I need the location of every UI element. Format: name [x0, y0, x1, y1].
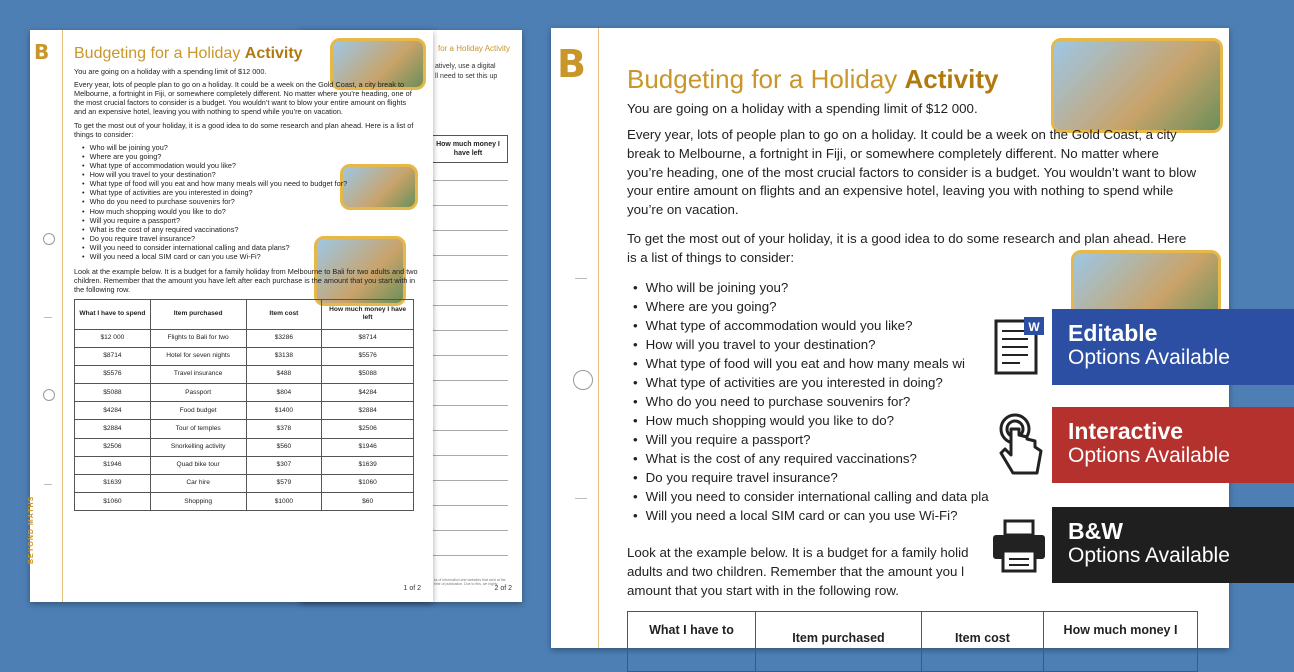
paragraph-1: Every year, lots of people plan to go on a holiday. It could be a week on the Gold Coast, a city break to Melbourne, a fortnight in Fiji, or somewhere completely different. No matter where you’re heading, one of the most crucial factors to consider is a budget. You wouldn’t want to blow your entire amount on flights and an expensive hotel, leaving you with nothing to spend while you’re on vacation. [627, 126, 1197, 218]
page2-table-row [428, 555, 508, 556]
list-item: • What type of accommodation would you like? [82, 161, 419, 170]
table-cell: $1946 [75, 456, 151, 474]
page2-table-row [428, 305, 508, 306]
page2-table-row [428, 280, 508, 281]
table-cell: Hotel for seven nights [150, 347, 246, 365]
budget-table [74, 299, 414, 512]
list-item: • How will you travel to your destination? [633, 335, 1227, 354]
title-plain: Budgeting for a Holiday [627, 64, 898, 94]
word-document-icon [986, 309, 1052, 385]
table-cell: $5576 [322, 347, 414, 365]
list-item: • Will you require a passport? [633, 430, 1227, 449]
table-cell: Flights to Bali for two [150, 329, 246, 347]
margin-line [598, 28, 599, 648]
fold-mark [44, 484, 52, 485]
badge-subtitle: Options Available [1068, 444, 1230, 468]
table-row [75, 329, 414, 347]
table-cell: $2506 [322, 420, 414, 438]
table-cell: $2506 [75, 438, 151, 456]
editable-label [1052, 309, 1294, 385]
paragraph-1: Every year, lots of people plan to go on a holiday. It could be a week on the Gold Coast, a city break to Melbourne, a fortnight in Fiji, or somewhere completely different. No matter where you’re heading, one of the most crucial factors to consider is a budget. You wouldn’t want to blow your entire amount on flights and an expensive hotel, leaving you with nothing to spend while you’re on vacation. [74, 80, 412, 117]
table-cell: $579 [246, 475, 322, 493]
list-item: • Do you require travel insurance? [633, 468, 1227, 487]
page2-column-header: How much money I have left [428, 135, 508, 163]
page-title [627, 61, 1227, 98]
table-cell: $5576 [75, 365, 151, 383]
page2-table-row [428, 255, 508, 256]
page2-table-row [428, 455, 508, 456]
table-cell: Snorkelling activity [150, 438, 246, 456]
table-cell: $804 [246, 384, 322, 402]
column-header: Item cost [246, 299, 322, 329]
list-item: • What type of accommodation would you like? [633, 316, 1227, 335]
touch-hand-icon [986, 407, 1052, 483]
fold-mark [575, 278, 587, 279]
intro-text: You are going on a holiday with a spending limit of $12 000. [627, 100, 978, 116]
badge-title: Editable [1068, 320, 1158, 346]
list-item: • What type of activities are you interested in doing? [82, 188, 419, 197]
table-cell: $4284 [322, 384, 414, 402]
punch-hole [573, 370, 593, 390]
table-cell: Food budget [150, 402, 246, 420]
table-row [75, 365, 414, 383]
fold-mark [44, 317, 52, 318]
table-cell: $378 [246, 420, 322, 438]
list-item: • What is the cost of any required vaccinations? [633, 449, 1227, 468]
example-line: amount that you start with in the following row. [627, 582, 899, 598]
page2-table-row [428, 480, 508, 481]
list-item: • What type of food will you eat and how many meals will you need to budget for? [82, 179, 419, 188]
page2-table-row [428, 180, 508, 181]
list-item: • Will you need a local SIM card or can you use Wi-Fi? [82, 252, 419, 261]
badge-subtitle: Options Available [1068, 544, 1230, 568]
title-bold: Activity [904, 64, 999, 94]
list-item: • Who do you need to purchase souvenirs for? [633, 392, 1227, 411]
editable-badge[interactable] [986, 309, 1294, 385]
table-cell: $1060 [75, 493, 151, 511]
table-row [75, 438, 414, 456]
table-cell: $488 [246, 365, 322, 383]
page2-table-row [428, 430, 508, 431]
list-item: • Who do you need to purchase souvenirs for? [82, 197, 419, 206]
table-cell: $2884 [75, 420, 151, 438]
page1-content [74, 44, 419, 511]
list-item: • Where are you going? [82, 152, 419, 161]
worksheet-page-1 [30, 30, 433, 602]
table-header-row [75, 299, 414, 329]
column-header: Item purchased [150, 299, 246, 329]
column-header: How much money I [1044, 611, 1198, 671]
page2-table-row [428, 230, 508, 231]
table-cell: $1000 [246, 493, 322, 511]
badge-title: Interactive [1068, 418, 1184, 444]
example-paragraph: Look at the example below. It is a budget for a family holiday from Melbourne to Bali for two adults and two children. Remember that the amount you have left after each purchase is the amount that you start with in the following row. [74, 267, 418, 295]
title-bold: Activity [244, 45, 303, 62]
paragraph-2: To get the most out of your holiday, it is a good idea to do some research and plan ahead. Here is a list of things to consider: [74, 120, 414, 139]
page2-page-number: 2 of 2 [494, 585, 512, 592]
list-item: • Where are you going? [633, 297, 1227, 316]
table-cell: $3138 [246, 347, 322, 365]
page2-text-line: ll need to set this up [435, 73, 498, 80]
table-cell: $1060 [322, 475, 414, 493]
table-cell: $5088 [322, 365, 414, 383]
printer-icon [986, 507, 1052, 583]
page2-footnote: ks of information and websites that ared at the time of publication. Due to this, we highly [434, 578, 506, 587]
bw-label [1052, 507, 1294, 583]
svg-text:W: W [1028, 320, 1040, 334]
table-cell: $8714 [322, 329, 414, 347]
list-item: • What type of food will you eat and how many meals wi [633, 354, 1227, 373]
table-cell: $1639 [75, 475, 151, 493]
list-item: • Will you need to consider international calling and data plans? [82, 243, 419, 252]
table-row [75, 493, 414, 511]
column-header: What I have to [628, 611, 756, 671]
table-cell: Shopping [150, 493, 246, 511]
page2-text-line: atively, use a digital [435, 63, 496, 70]
table-cell: Tour of temples [150, 420, 246, 438]
column-header: How much money I have left [322, 299, 414, 329]
punch-hole [43, 233, 55, 245]
list-item: • How much shopping would you like to do? [633, 411, 1227, 430]
page-title [74, 44, 419, 64]
table-cell: Car hire [150, 475, 246, 493]
questions-list [82, 143, 419, 261]
list-item: • What is the cost of any required vaccinations? [82, 225, 419, 234]
intro-text: You are going on a holiday with a spending limit of $12 000. [74, 67, 267, 76]
table-cell: Passport [150, 384, 246, 402]
beyond-logo-icon: B [557, 42, 586, 86]
list-item: • How much shopping would you like to do? [82, 207, 419, 216]
table-cell: $60 [322, 493, 414, 511]
example-line: Look at the example below. It is a budget for a family holid [627, 544, 969, 560]
table-cell: $8714 [75, 347, 151, 365]
list-item: • Will you need to consider international calling and data pla [633, 487, 1227, 506]
punch-hole [43, 389, 55, 401]
list-item: • Do you require travel insurance? [82, 234, 419, 243]
fold-mark [575, 498, 587, 499]
table-header-row [628, 611, 1198, 671]
table-cell: $1400 [246, 402, 322, 420]
table-row [75, 347, 414, 365]
list-item: • Who will be joining you? [82, 143, 419, 152]
interactive-badge[interactable] [986, 407, 1294, 483]
table-cell: $3286 [246, 329, 322, 347]
page2-title-fragment: for a Holiday Activity [438, 44, 511, 53]
table-cell: $1639 [322, 456, 414, 474]
bw-badge[interactable] [986, 507, 1294, 583]
table-cell: $12 000 [75, 329, 151, 347]
page2-table-row [428, 205, 508, 206]
example-line: adults and two children. Remember that the amount you l [627, 563, 965, 579]
table-row [75, 475, 414, 493]
table-row [75, 456, 414, 474]
beyond-logo-icon: B [34, 40, 50, 64]
list-item: • What type of activities are you interested in doing? [633, 373, 1227, 392]
table-cell: $5088 [75, 384, 151, 402]
badge-subtitle: Options Available [1068, 346, 1230, 370]
table-cell: Quad bike tour [150, 456, 246, 474]
list-item: • Will you require a passport? [82, 216, 419, 225]
column-header: What I have to spend [75, 299, 151, 329]
list-item: • Who will be joining you? [633, 278, 1227, 297]
page2-table-row [428, 405, 508, 406]
table-cell: $2884 [322, 402, 414, 420]
table-cell: $307 [246, 456, 322, 474]
table-row [75, 402, 414, 420]
table-row [75, 420, 414, 438]
page1-page-number: 1 of 2 [403, 585, 421, 592]
list-item: • Will you need a local SIM card or can you use Wi-Fi? [633, 506, 1227, 525]
table-cell: $4284 [75, 402, 151, 420]
brand-vertical-text: BEYOND MATHS [28, 495, 35, 564]
title-plain: Budgeting for a Holiday [74, 45, 241, 62]
paragraph-2: To get the most out of your holiday, it is a good idea to do some research and plan ahead. Here is a list of things to consider: [627, 231, 1187, 266]
page2-table-row [428, 355, 508, 356]
table-cell: Travel insurance [150, 365, 246, 383]
badge-title: B&W [1068, 518, 1123, 544]
page2-table-row [428, 530, 508, 531]
table-row [75, 384, 414, 402]
table-cell: $1946 [322, 438, 414, 456]
column-header: Item cost [922, 611, 1044, 671]
column-header: Item purchased [756, 611, 922, 671]
budget-table [627, 611, 1198, 672]
page2-table-row [428, 505, 508, 506]
page2-table-row [428, 330, 508, 331]
page2-table-row [428, 380, 508, 381]
interactive-label [1052, 407, 1294, 483]
list-item: • How will you travel to your destination? [82, 170, 419, 179]
table-cell: $560 [246, 438, 322, 456]
margin-line [62, 30, 63, 602]
